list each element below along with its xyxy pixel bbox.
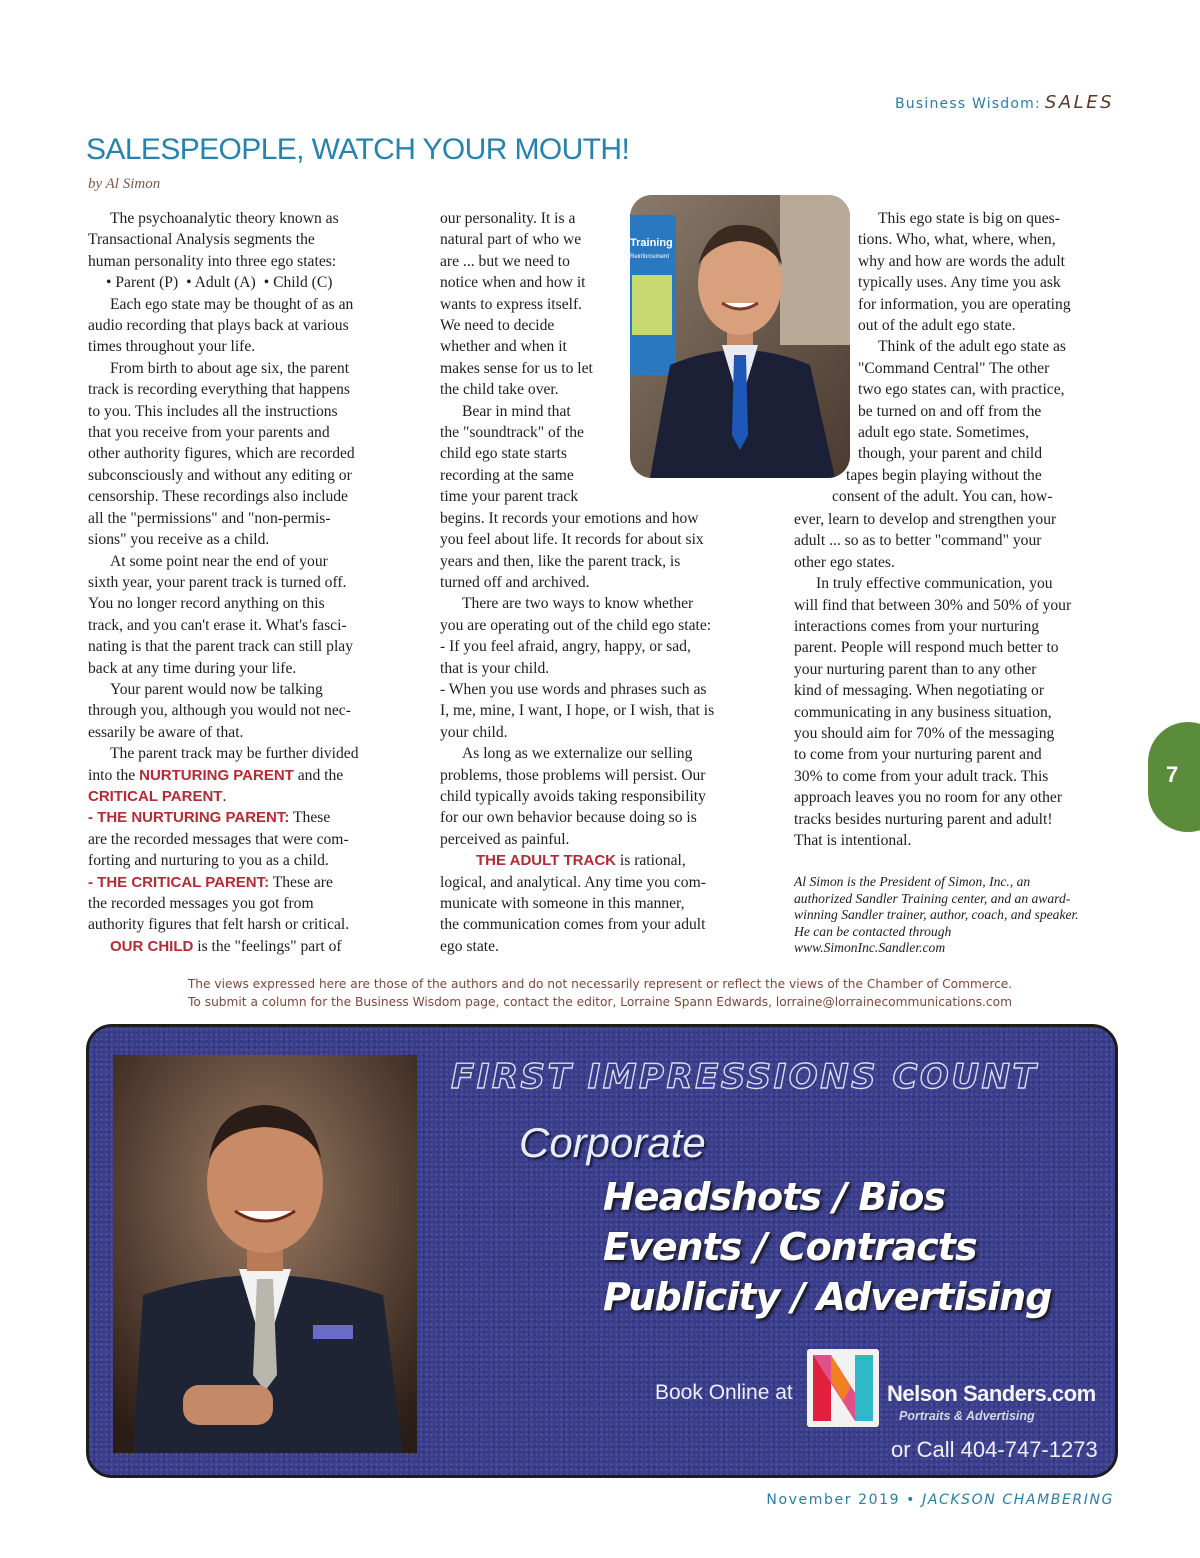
text-line: problems, those problems will persist. Our: [440, 766, 706, 784]
bio-line: authorized Sandler Training center, and an award-: [794, 890, 1071, 906]
text-line: you should aim for 70% of the messaging: [794, 725, 1055, 743]
ad-service-line: Events / Contracts: [603, 1225, 977, 1269]
text-line: wants to express itself.: [440, 295, 583, 313]
text-line: notice when and how it: [440, 274, 586, 292]
text-line: human personality into three ego states:: [88, 252, 337, 270]
paragraph: [858, 208, 1120, 336]
text-line: nating is that the parent track can still play: [88, 638, 354, 656]
text-line: begins. It records your emotions and how: [440, 509, 699, 527]
subhead-nurturing-parent: - THE NURTURING PARENT:: [88, 809, 290, 827]
paragraph: [440, 743, 770, 850]
text-line: our personality. It is a: [440, 210, 576, 227]
text-line: that you receive from your parents and: [88, 424, 330, 442]
text-line: whether and when it: [440, 338, 567, 356]
column-1: [88, 208, 410, 957]
ad-corporate: Corporate: [519, 1119, 706, 1166]
disclaimer: [0, 975, 1200, 1011]
text-span: These: [293, 809, 331, 827]
text-line: This ego state is big on ques-: [878, 210, 1060, 227]
text-line: interactions comes from your nurturing: [794, 618, 1040, 636]
paragraph: [794, 573, 1120, 851]
text-line: adult ... so as to better "command" your: [794, 532, 1042, 550]
text-line: ego state.: [440, 937, 499, 955]
nelson-sanders-logo: [807, 1349, 879, 1427]
bio-line: winning Sandler trainer, author, coach, and speaker.: [794, 907, 1079, 922]
subhead-our-child: OUR CHILD: [110, 937, 194, 955]
text-line: tracks besides nurturing parent and adult!: [794, 810, 1053, 828]
ad-photo: [113, 1055, 417, 1453]
photo-sign-text: Training: [630, 237, 673, 249]
text-line: to you. This includes all the instructions: [88, 402, 338, 420]
text-line: time your parent track: [440, 488, 579, 506]
text-line: to come from your nurturing parent and: [794, 746, 1042, 764]
text-line: essarily be aware of that.: [88, 723, 244, 741]
text-line: tions. Who, what, where, when,: [858, 231, 1056, 249]
paragraph: [88, 679, 410, 743]
text-line: natural part of who we: [440, 231, 582, 249]
text-line: other ego states.: [794, 553, 895, 571]
bio-line: He can be contacted through: [794, 923, 952, 939]
paragraph: [832, 336, 1120, 507]
byline: by Al Simon: [88, 176, 161, 192]
text-line: the child take over.: [440, 381, 559, 399]
paragraph: [440, 850, 770, 957]
text-line: be turned on and off from the: [858, 402, 1042, 420]
text-line: why and how are words the adult: [858, 252, 1065, 270]
text-span: is the "feelings" part of: [197, 937, 342, 955]
text-line: you feel about life. It records for about six: [440, 531, 704, 549]
text-line: - When you use words and phrases such as: [440, 680, 707, 698]
paragraph: [794, 509, 1120, 573]
text-line: are the recorded messages that were com-: [88, 830, 349, 848]
column-3-wrap: [832, 208, 1120, 508]
text-line: ever, learn to develop and strengthen your: [794, 511, 1057, 528]
paragraph: [88, 294, 410, 358]
text-line: track, and you can't erase it. What's fasci-: [88, 616, 347, 634]
subhead-critical-parent: - THE CRITICAL PARENT:: [88, 873, 270, 891]
ad-portrait-illustration: [113, 1055, 417, 1453]
ego-state-item: • Child (C): [263, 274, 333, 292]
section-label: Business Wisdom:: [895, 96, 1041, 112]
text-span: and the: [297, 766, 344, 784]
ad-service-line: Headshots / Bios: [603, 1175, 946, 1219]
text-line: You no longer record anything on this: [88, 595, 325, 613]
text-line: The psychoanalytic theory known as: [110, 210, 339, 227]
ad-service-line: Publicity / Advertising: [603, 1275, 1052, 1319]
paragraph: [440, 593, 770, 743]
text-line: parent. People will respond much better to: [794, 639, 1059, 657]
text-line: Each ego state may be thought of as an: [110, 295, 354, 313]
text-line: Bear in mind that: [462, 402, 571, 420]
text-line: audio recording that plays back at various: [88, 317, 349, 335]
text-line: Think of the adult ego state as: [878, 338, 1066, 356]
paragraph: [88, 551, 410, 679]
text-line: through you, although you would not nec-: [88, 702, 351, 720]
text-line: all the "permissions" and "non-permis-: [88, 509, 331, 527]
author-photo: [630, 195, 850, 478]
paragraph: [88, 208, 410, 272]
text-line: I, me, mine, I want, I hope, or I wish, that is: [440, 702, 715, 720]
author-bio: [794, 874, 1124, 957]
section-tag: [895, 92, 1114, 113]
text-line: As long as we externalize our selling: [462, 745, 693, 763]
text-line: the recorded messages you got from: [88, 895, 314, 912]
subhead-adult-track: THE ADULT TRACK: [476, 852, 616, 870]
photo-sign-text: Reinforcement: [630, 254, 670, 260]
text-span: These are: [272, 873, 333, 891]
ego-state-list: [88, 272, 410, 293]
publication-name: JACKSON CHAMBERING: [922, 1492, 1114, 1508]
text-line: authority figures that felt harsh or critical.: [88, 916, 350, 934]
ad-brand-tagline: Portraits & Advertising: [899, 1409, 1035, 1423]
text-line: - If you feel afraid, angry, happy, or sad,: [440, 638, 691, 656]
highlight-nurturing-parent: NURTURING PARENT: [139, 766, 294, 784]
text-line: Your parent would now be talking: [110, 680, 323, 698]
text-line: municate with someone in this manner,: [440, 895, 685, 912]
text-line: makes sense for us to let: [440, 359, 593, 377]
text-line: sions" you receive as a child.: [88, 531, 270, 549]
ad-headline: FIRST IMPRESSIONS COUNT: [451, 1057, 1039, 1097]
text-line: From birth to about age six, the parent: [110, 359, 350, 377]
text-line: out of the adult ego state.: [858, 317, 1016, 335]
advertisement[interactable]: [86, 1024, 1118, 1478]
text-line: kind of messaging. When negotiating or: [794, 682, 1045, 700]
bio-link[interactable]: www.SimonInc.Sandler.com: [794, 940, 946, 955]
text-line: recording at the same: [440, 466, 574, 484]
text-line: child ego state starts: [440, 445, 567, 463]
text-span: into the: [88, 766, 136, 784]
text-line: turned off and archived.: [440, 573, 590, 591]
text-line: That is intentional.: [794, 832, 912, 850]
column-3: [794, 509, 1120, 852]
text-line: "Command Central" The other: [858, 359, 1050, 377]
text-line: sixth year, your parent track is turned off.: [88, 573, 347, 591]
text-line: back at any time during your life.: [88, 659, 297, 677]
page-number: 7: [1166, 762, 1179, 787]
text-line: At some point near the end of your: [110, 552, 328, 570]
text-line: for our own behavior because doing so is: [440, 809, 697, 827]
text-line: will find that between 30% and 50% of your: [794, 596, 1072, 614]
text-line: the communication comes from your adult: [440, 916, 706, 934]
bio-line: Al Simon is the President of Simon, Inc., an: [794, 874, 1031, 889]
ad-book-online: Book Online at: [655, 1381, 793, 1404]
text-line: times throughout your life.: [88, 338, 256, 356]
text-line: tapes begin playing without the: [846, 466, 1042, 484]
text-line: perceived as painful.: [440, 830, 570, 848]
text-line: that is your child.: [440, 659, 550, 677]
text-line: There are two ways to know whether: [462, 595, 694, 613]
disclaimer-line: To submit a column for the Business Wisdom page, contact the editor, Lorraine Spann Edwards, lorraine@lorrainecommunications.com: [188, 995, 1012, 1009]
text-line: typically uses. Any time you ask: [858, 274, 1061, 292]
text-line: consent of the adult. You can, how-: [832, 488, 1053, 506]
text-line: In truly effective communication, you: [816, 575, 1053, 593]
text-line: subconsciously and without any editing or: [88, 466, 352, 484]
ad-phone[interactable]: or Call 404-747-1273: [891, 1437, 1098, 1462]
ego-state-item: • Adult (A): [186, 274, 256, 292]
text-line: adult ego state. Sometimes,: [858, 424, 1030, 442]
paragraph: [88, 743, 410, 807]
text-line: though, your parent and child: [858, 445, 1043, 463]
photo-sign: [630, 237, 676, 263]
text-line: for information, you are operating: [858, 295, 1071, 313]
text-line: Transactional Analysis segments the: [88, 231, 315, 249]
text-line: approach leaves you no room for any other: [794, 789, 1063, 807]
text-line: censorship. These recordings also include: [88, 488, 348, 506]
highlight-critical-parent: CRITICAL PARENT: [88, 787, 223, 805]
text-line: track is recording everything that happens: [88, 381, 350, 399]
paragraph: [88, 936, 410, 957]
text-line: your child.: [440, 723, 508, 741]
text-line: are ... but we need to: [440, 252, 570, 270]
text-line: We need to decide: [440, 317, 555, 335]
issue-date: November 2019 •: [766, 1492, 917, 1508]
article-headline: SALESPEOPLE, WATCH YOUR MOUTH!: [86, 133, 630, 166]
paragraph: [88, 358, 410, 551]
text-line: you are operating out of the child ego state:: [440, 616, 712, 634]
text-span: .: [222, 787, 227, 805]
text-span: is rational,: [619, 852, 686, 870]
text-line: child typically avoids taking responsibility: [440, 787, 706, 805]
subsection-label: SALES: [1044, 92, 1114, 113]
text-line: forting and nurturing to you as a child.: [88, 852, 329, 870]
text-line: years and then, like the parent track, is: [440, 552, 681, 570]
page-number-tab: [1148, 722, 1200, 832]
text-line: logical, and analytical. Any time you com-: [440, 873, 706, 891]
text-line: two ego states can, with practice,: [858, 381, 1065, 399]
text-line: your nurturing parent than to any other: [794, 660, 1037, 678]
ego-state-item: • Parent (P): [106, 274, 179, 292]
text-line: 30% to come from your adult track. This: [794, 767, 1049, 785]
text-line: communicating in any business situation,: [794, 703, 1052, 721]
page-footer: [766, 1492, 1114, 1508]
disclaimer-line: The views expressed here are those of the authors and do not necessarily represent or reflect the views of the Chamber of Commerce.: [187, 977, 1013, 991]
paragraph: [88, 807, 410, 871]
logo-n-icon: [807, 1349, 879, 1427]
text-line: The parent track may be further divided: [110, 745, 359, 763]
ad-brand-name[interactable]: Nelson Sanders.com: [887, 1381, 1096, 1406]
text-line: other authority figures, which are recorded: [88, 445, 355, 463]
paragraph: [88, 872, 410, 936]
text-line: the "soundtrack" of the: [440, 424, 584, 442]
